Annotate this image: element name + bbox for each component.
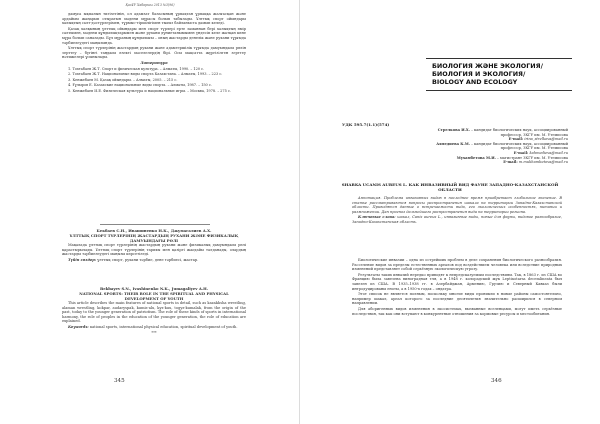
email-label: E-mail:	[508, 137, 524, 142]
author-email: irina_strelkova@mail.ru	[524, 137, 568, 142]
author-name: Ахмедиева К.М.	[436, 141, 470, 146]
keywords-label: Түйін сөздер:	[68, 257, 97, 262]
keywords-value: national sports, international physical education, spiritual development of youth.	[89, 324, 238, 329]
author-entry	[428, 156, 568, 165]
paragraph: Биологические инвазии – одна из острейших проблем в деле сохранения биологического разнообразия. Расселение видов за пределы естественных ареалов под воздействием человека или вследствие природных изменений представляет собой серьёзную экологическую угрозу.	[352, 258, 562, 272]
divider	[100, 224, 210, 225]
keywords-value: шакал, Canis aureus L., инвазивные виды, новые для фауны, видовое разнообразие, Западно-Казахстанская область.	[352, 215, 562, 224]
udc-code: УДК 595.7(1.1)(574)	[342, 122, 390, 127]
abstract-block	[352, 196, 562, 226]
paragraph: Ұлттық спорт түрлерінің жастардың рухани және адамгершілік тұрғыда дамуындағы рөлін зерттеу – бүгінгі таңдағы өзекті мәселелердің бірі. Осы мақсатта жүргізілген зерттеу нәтижелері ұсынылады.	[62, 46, 246, 60]
reference-item: 1. Тохтабаев Ж.Т. Спорт и физическая культура. – Алматы, 1990. – 120 с.	[68, 66, 205, 71]
abstract: Аннотация. Проблема инвазивных видов в последнее время приобретает глобальное значение. В статье рассматриваются вопросы распространения шакала на территории Западно-Казахстанской области. Приводятся данные о встречаемости вида, его экологических особенностях, питании и размножении. Дан прогноз дальнейшего распространения вида на территории региона.	[352, 196, 562, 214]
body-text	[352, 258, 562, 317]
left-top-text	[62, 12, 246, 94]
page-number: 345	[114, 378, 125, 384]
reference-item: 4. Ғұлыров Е. Казахские национальные виды спорта. – Алматы, 1987. – 150 с.	[68, 83, 212, 88]
keywords-value: ұлттық спорт, рухани тәрбие, дене тәрбиесі, жастар.	[97, 257, 199, 262]
summary-authors: Бекбаев С.Н., Ивашиненко Н.К., Джумагалиев А.Х.	[96, 228, 212, 233]
author-email: kahmedieva@mail.ru	[529, 150, 568, 155]
reference-item: 3. Кенжебаев М. Қазақ ойындары. – Алматы, 2005. – 215 с.	[68, 77, 178, 82]
section-title-line: БИОЛОГИЯ ЖӘНЕ ЭКОЛОГИЯ/	[432, 62, 543, 70]
summary-authors: Bekbayev S.N., Ivashinenko N.K., Jumagaliyev A.H.	[99, 286, 209, 291]
kazakh-summary	[62, 228, 246, 263]
paragraph: Результаты таких инвазий нередко приводят к непредсказуемым последствиям. Так, в 1863 г. из США во Францию была завезена виноградная тля, а в 1948 г. колорадский жук Leptinotarsa decemlineata был завезен из США. В 1935–1938 гг. в Азербайджан, Армению, Грузию и Северный Кавказ были интродуцированы еноты, а в 1950-х годах – ондатра.	[352, 272, 562, 291]
section-title-line: BIOLOGY AND ECOLOGY	[432, 78, 518, 86]
section-title-line: БИОЛОГИЯ И ЭКОЛОГИЯ/	[432, 70, 526, 78]
running-head: ҚазҰУ Хабаршы 2013 №3(96)	[125, 3, 175, 7]
email-label: E-mail:	[513, 150, 529, 155]
summary-keywords	[62, 258, 246, 263]
paragraph: дамуға ықпалын тигізетінін, ол адамзат баласының ұрпақтан ұрпаққа жалғасқан және әрдайым жаңарып отыратын мәдени мұрасы болып табылады. Ұлттық спорт ойындары халықтың салт-дәстүрлерімен, тұрмыс-тіршілігімен тығыз байланыста дамып келеді.	[62, 12, 246, 26]
article-title: SHARKA UCANIS AUREUS L. КАК ИНВАЗИВНЫЙ ВИД ФАУНЕ ЗАПАДНО-КАЗАХСТАНСКОЙ ОБЛАСТИ	[341, 182, 559, 192]
keywords-label: Keywords:	[68, 324, 89, 329]
author-desc: – кандидат биологических наук, ассоциированный профессор, ЗКГУ им. М. Утемисова	[471, 128, 568, 137]
section-header	[426, 58, 572, 91]
author-email: m.mukhambetova@mail.ru	[518, 160, 568, 165]
summary-title: ҰЛТТЫҚ СПОРТ ТҮРЛЕРІНІҢ ЖАСТАРДЫҢ РУХАНИ ЖӘНЕ ФИЗИКАЛЫҚ ДАМУЫНДАҒЫ РӨЛІ	[69, 233, 239, 243]
reference-item: 2. Тохтабаев Ж.Т. Национальные виды спорта Казахстана. – Алматы, 1993. – 223 с.	[68, 72, 223, 77]
author-name: Мухамбетова М.И.	[456, 155, 496, 160]
footer-mark: ***	[151, 330, 157, 335]
right-page	[300, 0, 600, 424]
author-entry	[428, 128, 568, 142]
english-summary	[62, 286, 246, 335]
page-number: 346	[491, 378, 502, 384]
author-desc: – кандидат биологических наук, ассоциированный профессор, ЗКГУ им. М. Утемисова	[471, 141, 568, 151]
keywords	[352, 215, 562, 224]
summary-keywords	[62, 325, 246, 330]
summary-title: NATIONAL SPORTS: THEIR ROLE IN THE SPIRITUAL AND PHYSICAL DEVELOPMENT OF YOUTH	[79, 291, 229, 301]
summary-abstract: This article describes the main features of national sports in detail, such as kazakhsha wrestling, alaman wrestling, kokpar, audaryspak, kumis-alu, kyz-kuu, togyz-kumalak, from the origin of the past, today to the younger generation of patriotism. The role of these kinds of sports in international harmony, the role of peoples in the education of the younger generation, the role of education are explained.	[62, 301, 246, 324]
summary-abstract: Мақалада ұлттық спорт түрлерінің жастардың рухани және физикалық дамуындағы рөлі қарастырылады. Ұлттық спорт түрлерінің тарихы мен қазіргі жағдайы талданады, олардың жастарды тәрбиелеудегі маңызы көрсетіледі.	[62, 243, 246, 257]
paragraph: Қазақ халқының ұлттық ойындары мен спорт түрлері ерте заманнан бері халықтың өмір салтымен, мәдени құндылықтарымен және рухани дүниетанымымен үндесіп келе жатқан көне мұра болып саналады. Бұл мұраның құндылығы – оның жастарды денелік және рухани тұрғыда тәрбиелеудегі маңызында.	[62, 26, 246, 45]
keywords-label: Ключевые слова:	[358, 215, 396, 220]
references-title: Литература	[140, 60, 168, 65]
paragraph: Для аборигенных видов изменения в экосистемах, вызванные вселенцами, могут иметь серьёзные последствия, так как они вступают в конкурентные отношения за кормовые ресурсы и местообитания.	[352, 306, 562, 316]
email-label: E-mail:	[503, 160, 518, 165]
author-entry	[428, 142, 568, 156]
reference-item: 5. Кенжебаев И.Е. Физическая культура и национальные игры. – Москва, 1978. – 275 с.	[68, 88, 232, 93]
author-name: Стрелкова И.Х.	[437, 128, 470, 132]
author-desc: – магистрант ЗКГУ им. М. Утемисова	[497, 155, 568, 160]
author-block	[428, 128, 568, 165]
paragraph: Этот список не является полным, поскольку многие виды проникли в новые районы самостоятельно, например шакал, ареал которого за последние десятилетия значительно расширился в северном направлении.	[352, 292, 562, 306]
